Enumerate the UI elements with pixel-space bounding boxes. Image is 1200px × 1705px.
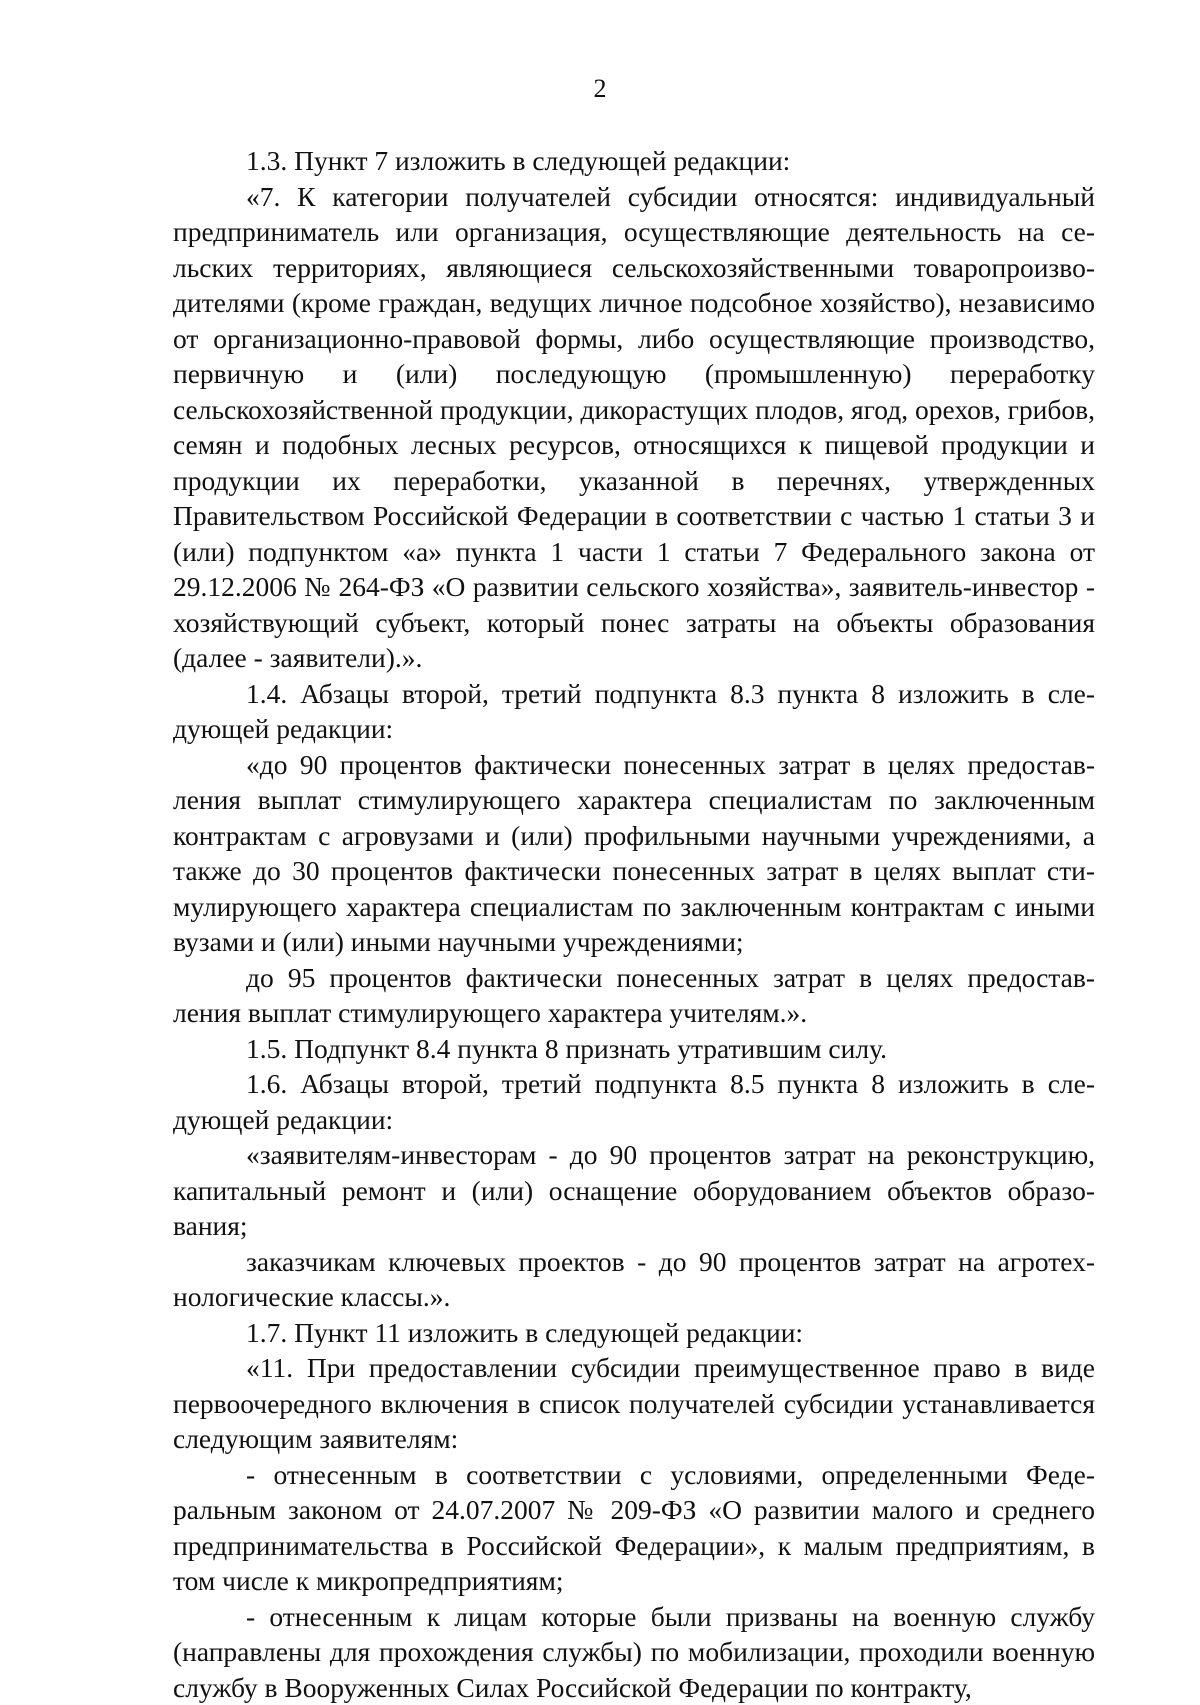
paragraph-1-4-heading: 1.4. Абзацы второй, третий подпункта 8.3 пункта 8 изложить в следующей редакции: [173,676,1095,747]
paragraph-11-priority-right: «11. При предоставлении субсидии преимущественное право в виде первоочередного включения в список получателей субсидии устанавливается следующим заявителям: [173,1350,1095,1457]
paragraph-1-3-heading: 1.3. Пункт 7 изложить в следующей редакции: [173,143,1095,179]
paragraph-teachers-95: до 95 процентов фактически понесенных затрат в целях предоставления выплат стимулирующего характера учителям.». [173,960,1095,1031]
document-body [173,143,1095,1705]
paragraph-1-6-heading: 1.6. Абзацы второй, третий подпункта 8.5 пункта 8 изложить в следующей редакции: [173,1066,1095,1137]
page-number: 2 [0,74,1200,104]
paragraph-investors-90: «заявителям-инвесторам - до 90 процентов затрат на реконструкцию, капитальный ремонт и (или) оснащение оборудованием объектов образования; [173,1137,1095,1244]
paragraph-specialists-90: «до 90 процентов фактически понесенных затрат в целях предоставления выплат стимулирующего характера специалистам по заключенным контрактам с агровузами и (или) профильными научными учреждениями, а также до 30 процентов фактически понесенных затрат в целях выплат стимулирующего характера специалистам по заключенным контрактам с иными вузами и (или) иными научными учреждениями; [173,747,1095,960]
paragraph-1-7-heading: 1.7. Пункт 11 изложить в следующей редакции: [173,1315,1095,1351]
paragraph-small-enterprises: - отнесенным в соответствии с условиями, определенными Федеральным законом от 24.07.2007 № 209-ФЗ «О развитии малого и среднего предпринимательства в Российской Федерации», к малым предприятиям, в том числе к микропредприятиям; [173,1457,1095,1599]
paragraph-7-recipients: «7. К категории получателей субсидии относятся: индивидуальный предприниматель или организация, осуществляющие деятельность на сельских территориях, являющиеся сельскохозяйственными товаропроизводителями (кроме граждан, ведущих личное подсобное хозяйство), независимо от организационно-правовой формы, либо осуществляющие производство, первичную и (или) последующую (промышленную) переработку сельскохозяйственной продукции, дикорастущих плодов, ягод, орехов, грибов, семян и подобных лесных ресурсов, относящихся к пищевой продукции и продукции их переработки, указанной в перечнях, утвержденных Правительством Российской Федерации в соответствии с частью 1 статьи 3 и (или) подпунктом «а» пункта 1 части 1 статьи 7 Федерального закона от 29.12.2006 № 264-ФЗ «О развитии сельского хозяйства», заявитель-инвестор - хозяйствующий субъект, который понес затраты на объекты образования (далее - заявители).». [173,179,1095,676]
paragraph-mobilized-persons: - отнесенным к лицам которые были призваны на военную службу (направлены для прохождения службы) по мобилизации, проходили военную службу в Вооруженных Силах Российской Федерации по контракту, [173,1599,1095,1705]
paragraph-agrotech-classes: заказчикам ключевых проектов - до 90 процентов затрат на агротехнологические классы.». [173,1244,1095,1315]
paragraph-1-5-heading: 1.5. Подпункт 8.4 пункта 8 признать утратившим силу. [173,1031,1095,1067]
